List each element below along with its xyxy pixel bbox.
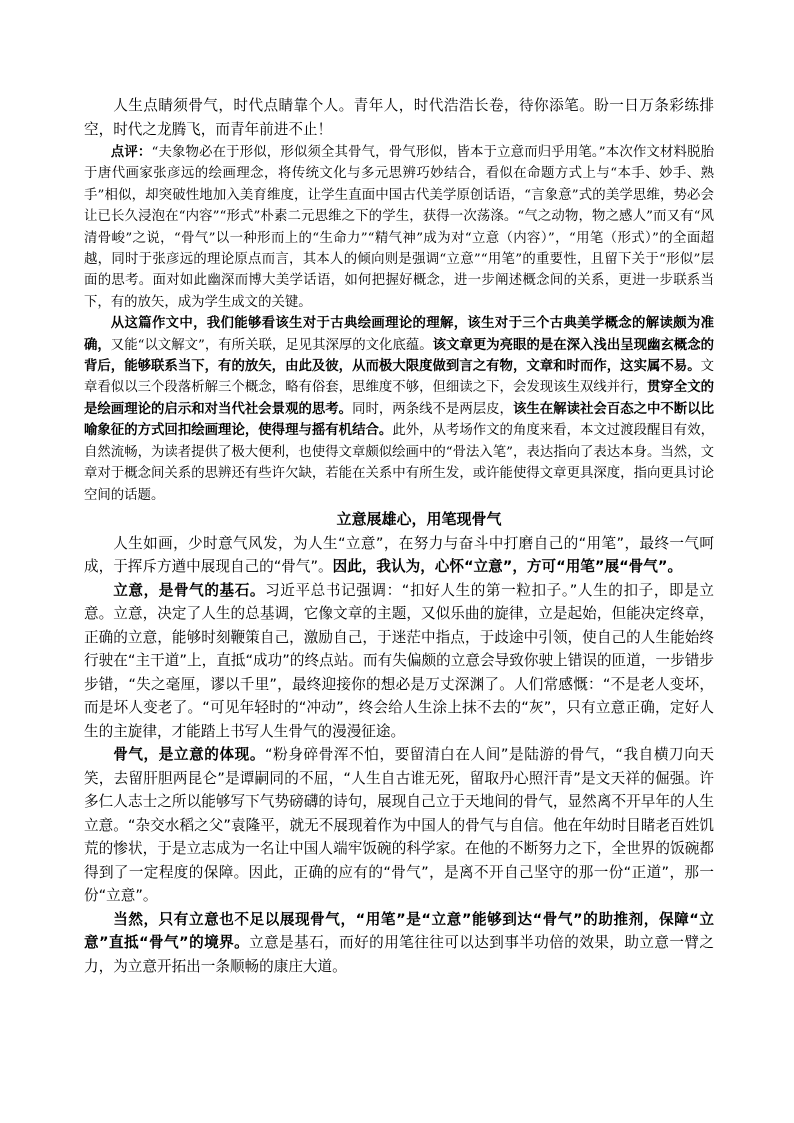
analysis-text-2: 文章看似以三个段落析解三个概念，略有俗套，思维度不够，但细读之下，会发现该生双线并行， xyxy=(84,359,714,396)
analysis-paragraph xyxy=(84,313,714,506)
analysis-text-1: 又能“以文解文”，有所关联，足见其深厚的文化底蕴。 xyxy=(110,337,433,353)
analysis-text-3: 同时，两条线不是两层皮， xyxy=(352,401,513,417)
review-text: 本次作文材料脱胎于唐代画家张彦远的绘画理念，将传统文化与多元思辨巧妙结合，看似在命题方式上与“本手、妙手、熟手”相似，却突破性地加入美育维度，让学生直面中国古代美学原创话语，“言象意”式的美学思维，势必会让已长久浸泡在“内容”“形式”朴素二元思维之下的学生，获得一次荡涤。“气之动物，物之感人”而又有“风清骨峻”之说，“骨气”以一种形而上的“生命力”“精气神”成为对“立意（内容）”，“用笔（形式）”的全面超越，同时于张彦远的理论原点而言，其本人的倾向则是强调“立意”“用笔”的重要性，且留下关于“形似”层面的思考。面对如此幽深而博大美学话语，如何把握好概念，进一步阐述概念间的关系，更进一步联系当下，有的放矢，成为学生成文的关键。 xyxy=(84,145,714,310)
essay-p3-topic: 骨气，是立意的体现。 xyxy=(113,746,266,764)
document-page xyxy=(84,94,714,978)
essay-paragraph-2 xyxy=(84,579,714,744)
essay-p2-text: 习近平总书记强调：“扣好人生的第一粒扣子。”人生的扣子，即是立意。立意，决定了人生的总基调，它像文章的主题，又似乐曲的旋律，立是起始，但能决定终章，正确的立意，能够时刻鞭策自己，激励自己，于迷茫中指点，于歧途中引领，使自己的人生能始终行驶在“主干道”上，直抵“成功”的终点站。而有失偏颇的立意会导致你驶上错误的匝道，一步错步步错，“失之毫厘，谬以千里”，最终迎接你的想必是万丈深渊了。人们常感慨：“不是老人变坏，而是坏人变老了。“可见年轻时的“冲动”，终会给人生涂上抹不去的“灰”，只有立意正确，定好人生的主旋律，才能踏上书写人生骨气的漫漫征途。 xyxy=(84,581,714,740)
essay-paragraph-1 xyxy=(84,532,714,579)
essay-p2-topic: 立意，是骨气的基石。 xyxy=(113,581,266,599)
essay-p3-text: “粉身碎骨浑不怕，要留清白在人间”是陆游的骨气，“我自横刀向天笑，去留肝胆两昆仑”是谭嗣同的不屈，“人生自古谁无死，留取丹心照汗青”是文天祥的倔强。许多仁人志士之所以能够写下气势磅礴的诗句，展现自己立于天地间的骨气，显然离不开早年的人生立意。“杂交水稻之父”袁隆平，就无不展现着作为中国人的骨气与自信。他在年幼时目睹老百姓饥荒的惨状，于是立志成为一名让中国人端牢饭碗的科学家。在他的不断努力之下，全世界的饭碗都得到了一定程度的保障。因此，正确的应有的“骨气”，是离不开自己坚守的那一份“正道”，那一份“立意”。 xyxy=(84,746,714,905)
essay-title: 立意展雄心，用笔现骨气 xyxy=(336,509,502,528)
review-quote: “夫象物必在于形似，形似须全其骨气，骨气形似，皆本于立意而归乎用笔。” xyxy=(151,145,606,160)
essay-paragraph-3 xyxy=(84,743,714,908)
essay-p1-text: 人生如画，少时意气风发，为人生“立意”，在努力与奋斗中打磨自己的“用笔”，最终一气呵成，于挥斥方遒中展现自己的“骨气”。 xyxy=(84,534,714,576)
essay-p4-text: 立意是基石，而好的用笔往往可以达到事半功倍的效果，助立意一臂之力，为立意开拓出一条顺畅的康庄大道。 xyxy=(84,934,714,975)
essay-p4-topic: 当然，只有立意也不足以展现骨气，“用笔”是“立意”能够到达“骨气”的助推剂，保障“立意”直抵“骨气”的境界。 xyxy=(84,910,714,952)
analysis-bold-4: 该生在解读社会百态之中不断以比喻象征的方式回扣绘画理论，使得理与摇有机结合。 xyxy=(84,400,715,439)
essay-p1-thesis: 因此，我认为，心怀“立意”，方可“用笔”展“骨气”。 xyxy=(332,558,683,576)
review-label: 点评： xyxy=(110,144,152,160)
analysis-bold-1: 从这篇作文中，我们能够看该生对于古典绘画理论的理解，该生对于三个古典美学概念的解读颇为准确， xyxy=(84,315,714,353)
analysis-bold-3: 贯穿全文的是绘画理论的启示和对当代社会景观的思考。 xyxy=(84,379,715,417)
analysis-bold-2: 该文章更为亮眼的是在深入浅出呈现幽玄概念的背后，能够联系当下，有的放矢，由此及彼，从而极大限度做到言之有物，文章和时而作，这实属不易。 xyxy=(84,336,714,375)
essay-paragraph-4 xyxy=(84,908,714,979)
review-paragraph xyxy=(84,142,714,313)
intro-paragraph: 人生点睛须骨气，时代点睛靠个人。青年人，时代浩浩长卷，待你添笔。盼一日万条彩练排空，时代之龙腾飞，而青年前进不止！ xyxy=(84,97,714,138)
analysis-text-4: 此外，从考场作文的角度来看，本文过渡段醒目有效，自然流畅，为读者提供了极大便利，也使得文章颇似绘画中的“骨法入笔”，表达指向了表达本身。当然，文章对于概念间关系的思辨还有些许欠缺，若能在关系中有所生发，或许能使得文章更具深度，指向更具讨论空间的话题。 xyxy=(84,423,715,503)
